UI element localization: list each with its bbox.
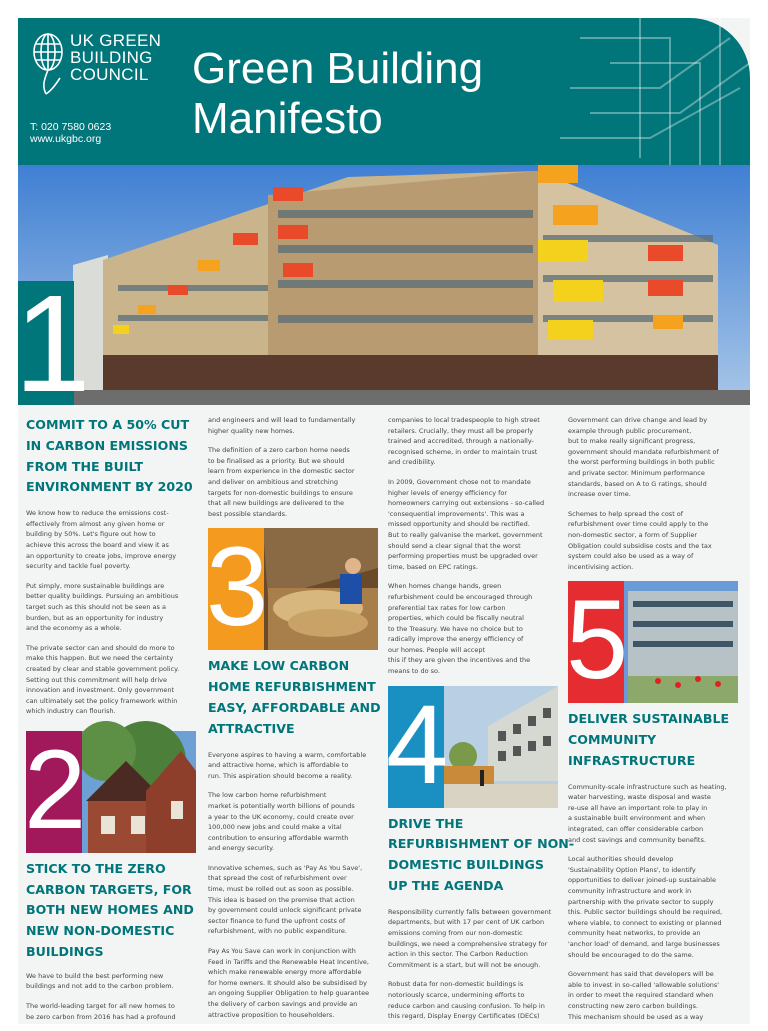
section-2-heading: STICK TO THE ZERO CARBON TARGETS, FOR BOTH NEW HOMES AND NEW NON-DOMESTIC BUILDINGS [26, 860, 194, 960]
section-3-paragraph: Pay As You Save can work in conjunction with Feed in Tariffs and the Renewable Heat Incentive, which make renewable energy more affordable for home owners. It should also be subsidised by an ongoing Supplier Obligation to help guarantee the delivery of carbon savings and provide an attractive proposition to householders. [208, 947, 370, 1019]
section-3-number-badge: 3 [206, 524, 269, 650]
section-5-school-photo [566, 577, 738, 703]
section-3-continued-paragraph: In 2009, Government chose not to mandate higher levels of energy efficiency for homeowners carrying out extensions - so-called 'consequential improvements'. This was a missed opportunity and should be rectified. But to really galvanise the market, government should send a clear signal that the worst performing properties must be upgraded over time, based on EPC ratings. [388, 477, 545, 571]
section-4-continued-paragraph: Schemes to help spread the cost of refurbishment over time could apply to the non-domestic sector, a form of Supplier Obligation could subsidise costs and the tax system could also be used as a way of incentivising action. [568, 509, 712, 571]
section-1-heading: COMMIT TO A 50% CUT IN CARBON EMISSIONS FROM THE BUILT ENVIRONMENT BY 2020 [26, 417, 193, 495]
section-5-heading: DELIVER SUSTAINABLE COMMUNITY INFRASTRUCTURE [568, 711, 730, 768]
section-3-paragraph: Innovative schemes, such as 'Pay As You Save', that spread the cost of refurbishment over time, must be rolled out as soon as possible. This idea is based on the premise that action by government could unlock significant private sector finance to fund the upfront costs of refurbishment, with no public expenditure. [208, 863, 363, 936]
section-2-houses-photo [24, 726, 196, 853]
column-2 [208, 415, 380, 1029]
organisation-name: UK GREEN BUILDING COUNCIL [70, 31, 162, 84]
section-1-paragraph: We know how to reduce the emissions cost- effectively from almost any given home or building by 50%. Let's figure out how to achieve this across the board and view it as an opportunity to create jobs, improve energy security and tackle fuel poverty. [26, 509, 177, 571]
section-2-paragraph: The world-leading target for all new homes to be zero carbon from 2016 has had a profound [26, 1002, 176, 1021]
phone-number: T: 020 7580 0623 [30, 121, 112, 133]
contact-details [30, 121, 111, 145]
section-5-number-badge: 5 [566, 577, 629, 703]
hero-building-photo [14, 165, 750, 421]
section-2-continued-paragraph: and engineers and will lead to fundamentally higher quality new homes. [208, 416, 356, 435]
section-1-number-badge: 1 [14, 267, 91, 421]
section-3-insulation-photo [206, 524, 378, 650]
column-4 [568, 415, 740, 1031]
page-title: Green Building Manifesto [192, 44, 484, 143]
section-5-paragraph: Community-scale infrastructure such as heating, water harvesting, waste disposal and waste re-use all have an important role to play in a sustainable built environment and when integrated, can offer considerable carbon and cost savings and community benefits. [568, 782, 727, 844]
section-3-paragraph: The low carbon home refurbishment market is potentially worth billions of pounds a year to the UK economy, could create over 100,000 new jobs and could make a vital contribution to ensuring affordable warmth and energy security. [208, 791, 355, 853]
decorative-line-graphic-icon [550, 18, 750, 165]
section-4-number-badge: 4 [386, 681, 449, 807]
section-4-continued-paragraph: Government can drive change and lead by example through public procurement, but to make really significant progress, government should mandate refurbishment of the worst performing buildings in both public and private sector. Minimum performance standards, based on A to G ratings, should increase over time. [568, 416, 719, 499]
section-1-paragraph: Put simply, more sustainable buildings are better quality buildings. Pursuing an ambitious target such as this should not be seen as a burden, but as an opportunity for industry and the economy as a whole. [26, 581, 179, 633]
website-link[interactable]: www.ukgbc.org [30, 133, 102, 145]
section-2-paragraph: We have to build the best performing new buildings and not add to the carbon problem. [26, 971, 174, 991]
column-1 [26, 415, 198, 1031]
section-5-paragraph: Government has said that developers will be able to invest in so-called 'allowable solutions' in order to meet the required standard when constructing new zero carbon buildings. This mechanism should be used as a way [568, 970, 720, 1021]
section-3-continued-paragraph: companies to local tradespeople to high street retailers. Crucially, they must all be properly trained and accredited, through a nationally- recognised scheme, in order to maintain trust and credibility. [388, 416, 540, 467]
section-5-paragraph: Local authorities should develop 'Sustainability Option Plans', to identify opportunities to deliver joined-up sustainable community infrastructure and work in partnership with the private sector to supply this. Public sector buildings should be required, where viable, to connect to existing or planned community heat networks, to provide an 'anchor load' of demand, and large businesses should be encouraged to do the same. [568, 855, 723, 959]
section-3-continued-paragraph: When homes change hands, green refurbishment could be encouraged through preferential tax rates for low carbon properties, which could be fiscally neutral to the Treasury. We have no choice but to radically improve the energy efficiency of our homes. People will accept this if they are given the incentives and the means to do so. [388, 582, 533, 676]
section-3-heading: MAKE LOW CARBON HOME REFURBISHMENT EASY, AFFORDABLE AND ATTRACTIVE [208, 658, 381, 736]
section-4-courtyard-photo [386, 681, 558, 808]
section-4-paragraph: Responsibility currently falls between government departments, but with 17 per cent of UK carbon emissions coming from our non-domestic buildings, we need a comprehensive strategy for action in this sector. The Carbon Reduction Commitment is a start, but will not be enough. [388, 907, 552, 969]
section-2-continued-paragraph: The definition of a zero carbon home needs to be finalised as a priority. But we should learn from experience in the domestic sector and deliver on ambitious and stretching targets for non-domestic buildings to ensure that all new buildings are delivered to the best possible standards. [208, 446, 355, 518]
section-1-paragraph: The private sector can and should do more to make this happen. But we need the certainty created by clear and stable government policy. Setting out this commitment will help drive innovation and investment. Only government can ultimately set the policy framework within which industry can flourish. [26, 643, 180, 716]
section-2-number-badge: 2 [24, 726, 87, 852]
section-4-paragraph: Robust data for non-domestic buildings is notoriously scarce, undermining efforts to reduce carbon and causing confusion. To help in this regard, Display Energy Certificates (DECs) [388, 980, 545, 1021]
header-banner [18, 18, 750, 165]
manifesto-page [14, 18, 750, 1024]
section-3-paragraph: Everyone aspires to having a warm, comfortable and attractive home, which is affordable to run. This aspiration should become a reality. [208, 750, 367, 780]
section-4-heading: DRIVE THE REFURBISHMENT OF NON- DOMESTIC BUILDINGS UP THE AGENDA [388, 815, 575, 894]
column-3 [386, 415, 575, 1031]
